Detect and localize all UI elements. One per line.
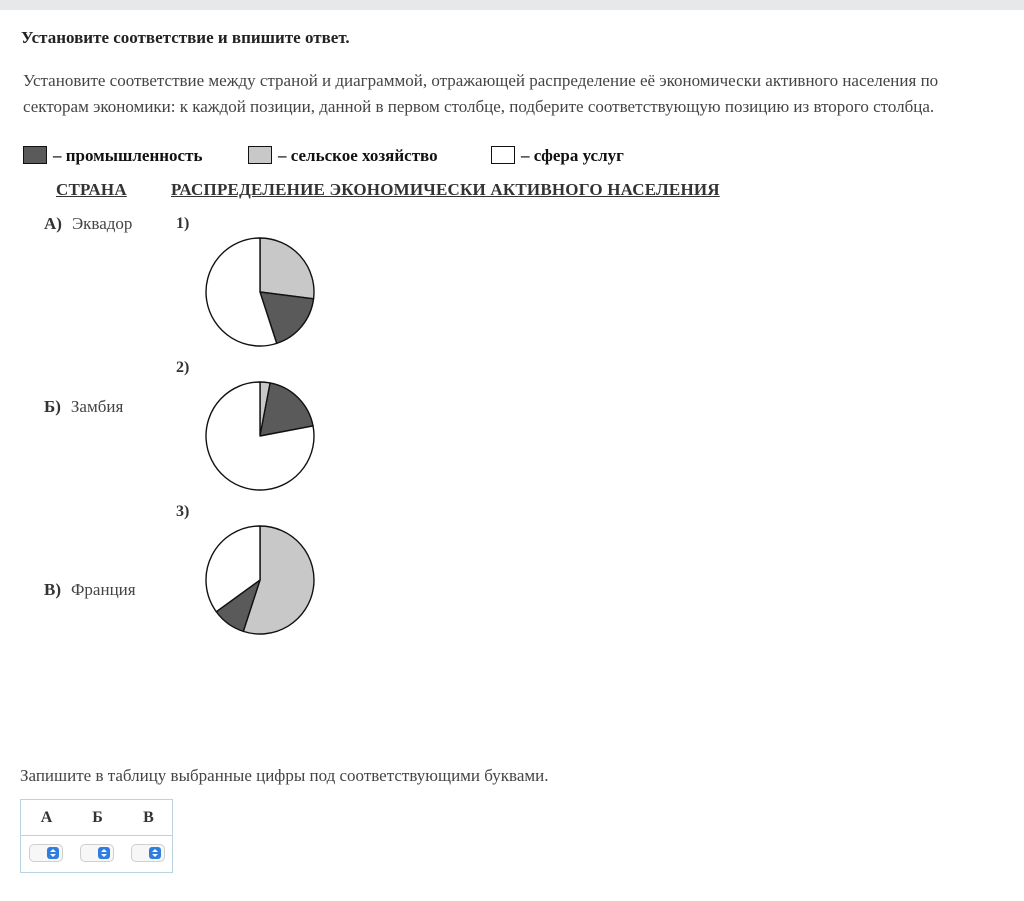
legend-label-industry: – промышленность: [53, 146, 203, 165]
column-header-country: СТРАНА: [56, 180, 127, 199]
pie-chart-3: [200, 520, 320, 640]
task-title: Установите соответствие и впишите ответ.: [21, 28, 350, 47]
option-3-label: 3): [176, 503, 190, 520]
legend-item-agriculture: [248, 146, 438, 166]
answer-header-v: В: [143, 809, 154, 826]
country-v: [44, 580, 136, 600]
answer-table-header: [21, 800, 172, 836]
legend-swatch-agriculture: [248, 146, 272, 164]
answer-header-b: Б: [92, 809, 103, 826]
pie-chart-2: [200, 376, 320, 496]
answer-table: [20, 799, 173, 873]
answer-select-v[interactable]: [131, 844, 165, 862]
task-instruction: Установите соответствие между страной и диаграммой, отражающей распределение её экономически активного населения по секторам экономики: к каждой позиции, данной в первом столбце, подберите соответствующую позицию из второго столбца.: [23, 71, 939, 116]
option-2-label: 2): [176, 359, 190, 376]
answer-select-b[interactable]: [80, 844, 114, 862]
country-b-letter: Б): [44, 397, 61, 416]
country-a-letter: А): [44, 214, 62, 233]
answer-header-a: А: [40, 809, 53, 826]
answer-instruction: Запишите в таблицу выбранные цифры под соответствующими буквами.: [20, 766, 549, 785]
option-1-label: 1): [176, 215, 190, 232]
top-bar: [0, 0, 1024, 10]
legend-label-agriculture: – сельское хозяйство: [278, 146, 438, 165]
pie-chart-1: [200, 232, 320, 352]
country-v-letter: В): [44, 580, 61, 599]
legend-swatch-services: [491, 146, 515, 164]
country-v-name: Франция: [71, 580, 136, 599]
pie-1-slice-agriculture: [260, 238, 314, 299]
legend-swatch-industry: [23, 146, 47, 164]
legend-item-industry: [23, 146, 202, 166]
country-b-name: Замбия: [70, 397, 124, 416]
column-header-distribution: РАСПРЕДЕЛЕНИЕ ЭКОНОМИЧЕСКИ АКТИВНОГО НАСЕЛЕНИЯ: [171, 180, 720, 199]
legend-label-services: – сфера услуг: [521, 146, 624, 165]
country-b: [44, 397, 123, 417]
select-arrows-icon: [98, 847, 110, 859]
select-arrows-icon: [149, 847, 161, 859]
legend-item-services: [491, 146, 624, 166]
country-a: [44, 214, 132, 234]
country-a-name: Эквадор: [71, 214, 133, 233]
select-arrows-icon: [47, 847, 59, 859]
answer-select-a[interactable]: [29, 844, 63, 862]
